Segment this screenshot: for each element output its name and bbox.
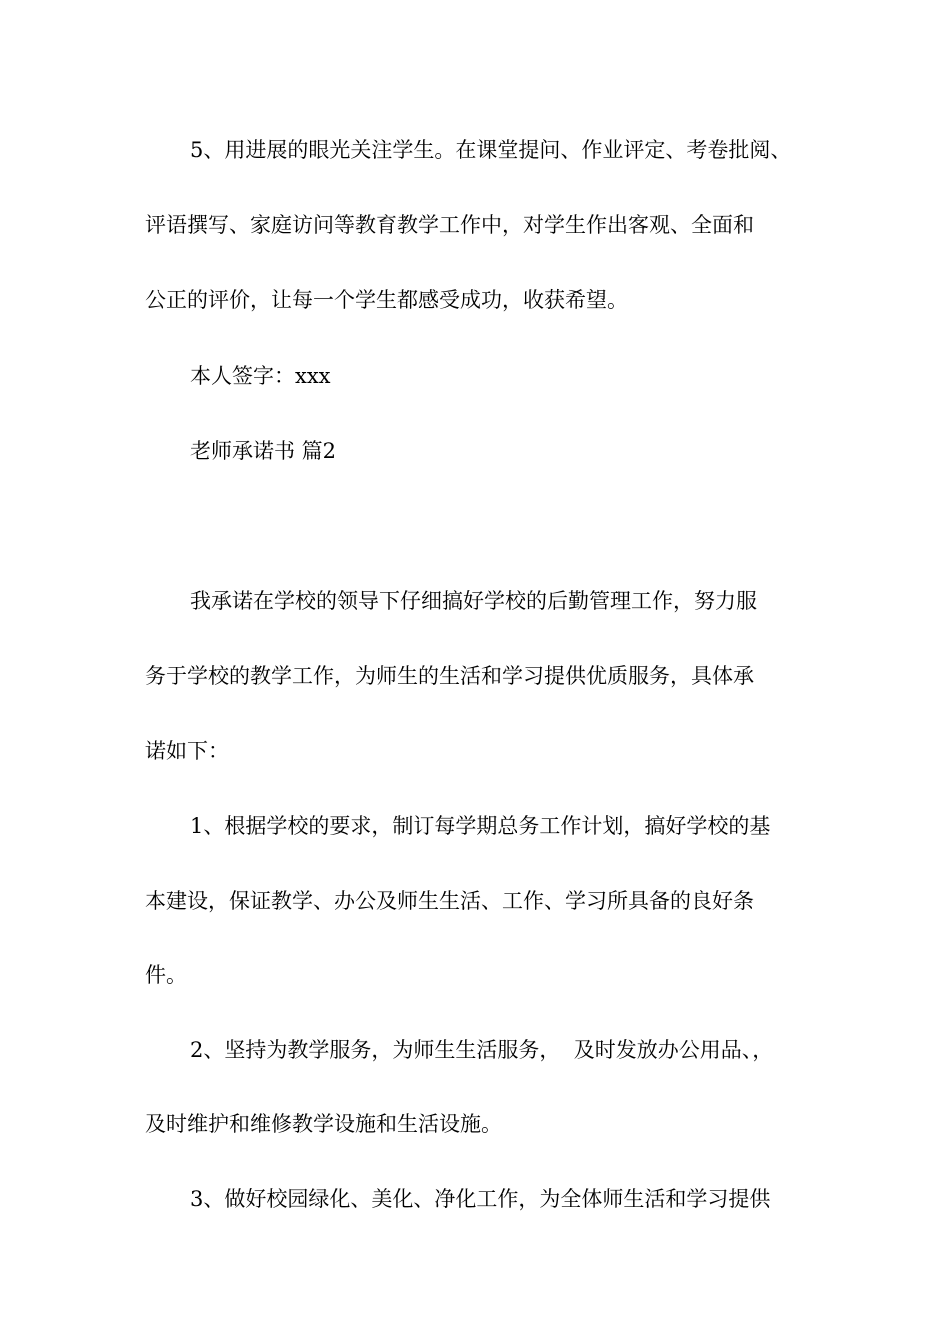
paragraph-line: 本建设，保证教学、办公及师生生活、工作、学习所具备的良好条 xyxy=(145,889,754,913)
paragraph-line: 3、做好校园绿化、美化、净化工作，为全体师生活和学习提供 xyxy=(190,1187,771,1211)
paragraph-line: 2、坚持为教学服务，为师生生活服务， 及时发放办公用品、， xyxy=(190,1038,774,1062)
paragraph-line: 5、用进展的眼光关注学生。在课堂提问、作业评定、考卷批阅、 xyxy=(190,138,792,162)
paragraph-line: 务于学校的教学工作，为师生的生活和学习提供优质服务，具体承 xyxy=(145,664,754,688)
paragraph-line: 诺如下： xyxy=(145,739,229,763)
paragraph-line: 评语撰写、家庭访问等教育教学工作中，对学生作出客观、全面和 xyxy=(145,213,754,237)
section-heading: 老师承诺书 篇2 xyxy=(190,439,337,463)
paragraph-line: 及时维护和维修教学设施和生活设施。 xyxy=(145,1112,502,1136)
paragraph-line: 公正的评价，让每一个学生都感受成功，收获希望。 xyxy=(145,288,628,312)
paragraph-line: 我承诺在学校的领导下仔细搞好学校的后勤管理工作，努力服 xyxy=(190,589,757,613)
paragraph-line: 件。 xyxy=(145,963,187,987)
paragraph-line: 1、根据学校的要求，制订每学期总务工作计划，搞好学校的基 xyxy=(190,814,771,838)
signature-line: 本人签字：xxx xyxy=(190,364,331,388)
